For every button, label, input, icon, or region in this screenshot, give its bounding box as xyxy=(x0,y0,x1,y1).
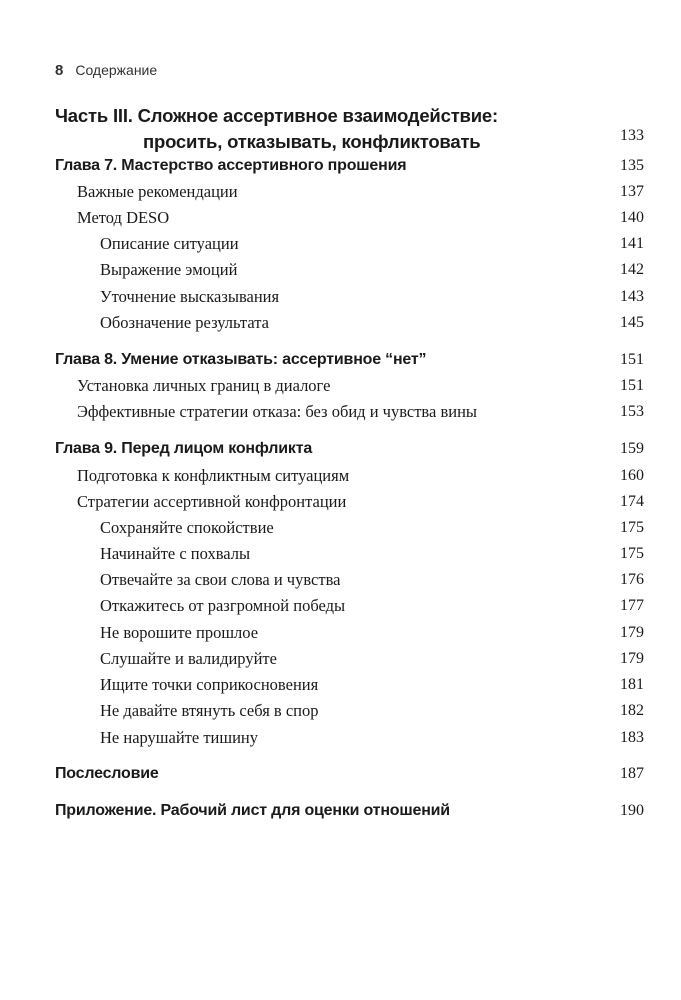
toc-subsection[interactable] xyxy=(55,726,644,750)
toc-page: 179 xyxy=(620,624,644,641)
toc-label: Подготовка к конфликтным ситуациям xyxy=(77,466,350,485)
toc-page: 151 xyxy=(620,351,644,368)
toc-chapter[interactable] xyxy=(55,437,644,461)
toc-page: 177 xyxy=(620,597,644,614)
toc-label: Приложение. Рабочий лист для оценки отношений xyxy=(55,802,450,819)
toc-page: 153 xyxy=(620,403,644,420)
toc-page: 151 xyxy=(620,377,644,394)
toc-chapter[interactable] xyxy=(55,348,644,372)
toc-section[interactable] xyxy=(55,464,644,488)
toc-label: Глава 8. Умение отказывать: ассертивное “нет” xyxy=(55,351,427,368)
toc-page: 160 xyxy=(620,467,644,484)
toc-section[interactable] xyxy=(55,374,644,398)
toc-page: 190 xyxy=(620,802,644,819)
toc-label: Метод DESO xyxy=(77,208,170,227)
toc-page: 140 xyxy=(620,209,644,226)
toc-label: Описание ситуации xyxy=(100,234,239,253)
toc-label: Установка личных границ в диалоге xyxy=(77,376,331,395)
toc-subsection[interactable] xyxy=(55,673,644,697)
toc-page: 179 xyxy=(620,650,644,667)
toc-subsection[interactable] xyxy=(55,285,644,309)
running-header xyxy=(55,62,157,79)
toc-page: 176 xyxy=(620,571,644,588)
toc-label: Слушайте и валидируйте xyxy=(100,649,277,668)
toc-page: 182 xyxy=(620,702,644,719)
toc-page: 187 xyxy=(620,765,644,782)
toc-page: 143 xyxy=(620,288,644,305)
toc-subsection[interactable] xyxy=(55,232,644,256)
toc-page: 135 xyxy=(620,157,644,174)
toc-label: Глава 9. Перед лицом конфликта xyxy=(55,440,313,457)
toc-section[interactable] xyxy=(55,400,644,424)
toc-label: Ищите точки соприкосновения xyxy=(100,675,319,694)
toc-label: Не ворошите прошлое xyxy=(100,623,259,642)
toc-section[interactable] xyxy=(55,206,644,230)
toc-subsection[interactable] xyxy=(55,647,644,671)
toc-subsection[interactable] xyxy=(55,542,644,566)
toc-subsection[interactable] xyxy=(55,258,644,282)
toc-subsection[interactable] xyxy=(55,311,644,335)
toc-afterword[interactable] xyxy=(55,762,644,786)
toc-page: 137 xyxy=(620,183,644,200)
toc-page: 175 xyxy=(620,519,644,536)
toc-appendix[interactable] xyxy=(55,799,644,823)
toc-subsection[interactable] xyxy=(55,516,644,540)
toc-page: 145 xyxy=(620,314,644,331)
toc-subsection[interactable] xyxy=(55,568,644,592)
toc-label: Не давайте втянуть себя в спор xyxy=(100,701,319,720)
part-title-line2: просить, отказывать, конфликтовать xyxy=(143,131,481,152)
toc-label: Эффективные стратегии отказа: без обид и чувства вины xyxy=(77,402,477,421)
toc-page: 174 xyxy=(620,493,644,510)
part-title xyxy=(55,103,645,155)
toc-section[interactable] xyxy=(55,180,644,204)
part-page: 133 xyxy=(620,127,644,144)
toc-page: 183 xyxy=(620,729,644,746)
toc-label: Отвечайте за свои слова и чувства xyxy=(100,570,341,589)
toc-page: 159 xyxy=(620,440,644,457)
toc-label: Начинайте с похвалы xyxy=(100,544,251,563)
part-title-line1: Часть III. Сложное ассертивное взаимодействие: xyxy=(55,105,498,126)
page-number: 8 xyxy=(55,62,64,79)
toc-label: Обозначение результата xyxy=(100,313,269,332)
toc-chapter[interactable] xyxy=(55,154,644,178)
toc-label: Не нарушайте тишину xyxy=(100,728,258,747)
toc-page: 142 xyxy=(620,261,644,278)
toc-page: 181 xyxy=(620,676,644,693)
toc-label: Откажитесь от разгромной победы xyxy=(100,596,346,615)
toc-label: Глава 7. Мастерство ассертивного прошения xyxy=(55,157,407,174)
section-title: Содержание xyxy=(75,62,158,78)
toc-label: Стратегии ассертивной конфронтации xyxy=(77,492,347,511)
toc-label: Послесловие xyxy=(55,765,159,782)
toc-subsection[interactable] xyxy=(55,621,644,645)
toc-subsection[interactable] xyxy=(55,699,644,723)
toc-section[interactable] xyxy=(55,490,644,514)
toc-label: Важные рекомендации xyxy=(77,182,238,201)
toc-label: Сохраняйте спокойствие xyxy=(100,518,274,537)
toc-page: 141 xyxy=(620,235,644,252)
toc-label: Уточнение высказывания xyxy=(100,287,280,306)
toc-page: 175 xyxy=(620,545,644,562)
toc-label: Выражение эмоций xyxy=(100,260,238,279)
toc-subsection[interactable] xyxy=(55,594,644,618)
